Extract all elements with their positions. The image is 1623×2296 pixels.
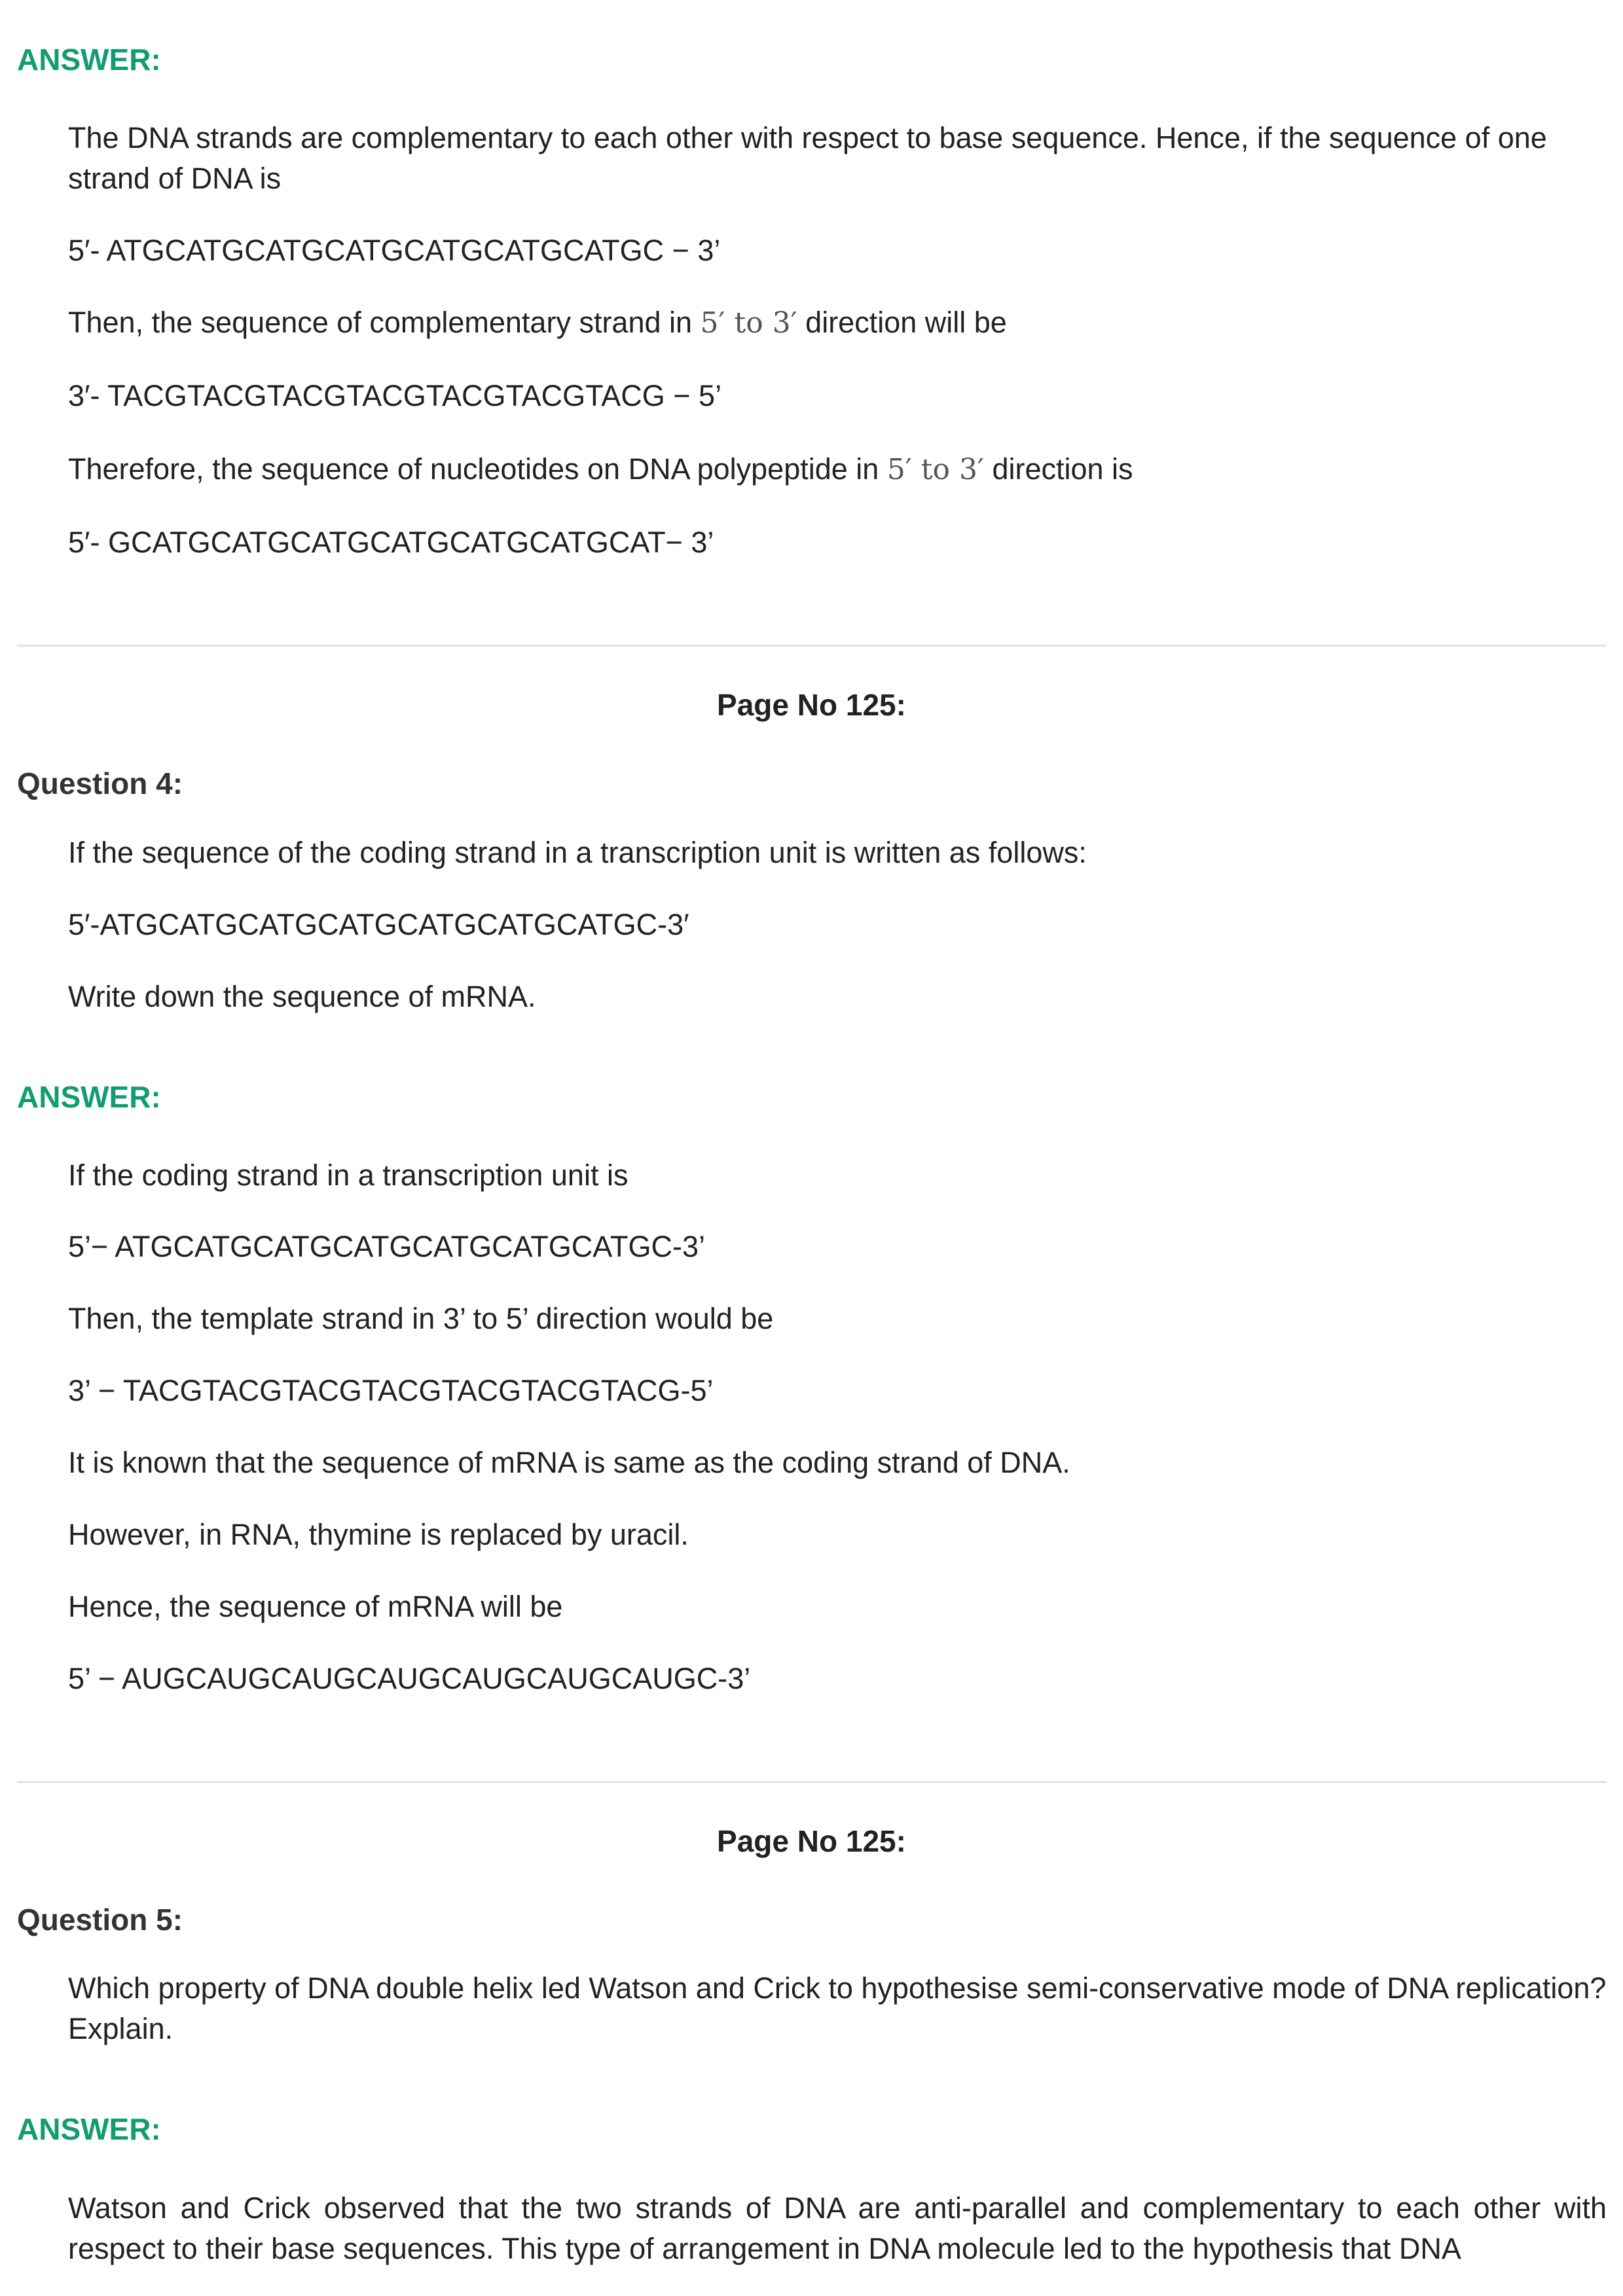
answer-heading: ANSWER: [17, 2112, 161, 2146]
dna-sequence-strand: 5′- ATGCATGCATGCATGCATGCATGCATGC − 3’ [68, 234, 721, 267]
answer-paragraph: If the coding strand in a transcription unit is [68, 1158, 629, 1192]
section-divider [17, 1781, 1607, 1783]
answer-paragraph: It is known that the sequence of mRNA is same as the coding strand of DNA. [68, 1446, 1070, 1479]
mrna-sequence: 5’ − AUGCAUGCAUGCAUGCAUGCAUGCAUGC-3’ [68, 1662, 751, 1695]
question-text: Which property of DNA double helix led Watson and Crick to hypothesise semi-conservative mode of DNA replication? Explain. [68, 1971, 1607, 2045]
answer-paragraph [68, 302, 1607, 344]
question-text: If the sequence of the coding strand in a transcription unit is written as follows: [68, 836, 1087, 869]
text-segment: direction is [983, 452, 1133, 486]
page-number-heading: Page No 125: [717, 688, 906, 722]
dna-sequence-complementary: 3′- TACGTACGTACGTACGTACGTACGTACG − 5’ [68, 379, 722, 412]
question-heading: Question 4: [17, 766, 183, 800]
question-text: Write down the sequence of mRNA. [68, 980, 536, 1013]
answer-heading: ANSWER: [17, 1080, 161, 1114]
answer-paragraph: However, in RNA, thymine is replaced by uracil. [68, 1518, 689, 1551]
page-number-heading: Page No 125: [717, 1824, 906, 1858]
section-divider [17, 645, 1607, 647]
answer-paragraph: Watson and Crick observed that the two strands of DNA are anti-parallel and complementary to each other with respect to their base sequences. This type of arrangement in DNA molecule led to the hypothesis that DNA [68, 2191, 1607, 2265]
text-segment: Then, the sequence of complementary strand in [68, 306, 701, 339]
template-strand-sequence: 3’ − TACGTACGTACGTACGTACGTACGTACG-5’ [68, 1374, 714, 1407]
text-segment: Therefore, the sequence of nucleotides on DNA polypeptide in [68, 452, 887, 486]
coding-strand-sequence: 5’− ATGCATGCATGCATGCATGCATGCATGC-3’ [68, 1230, 705, 1263]
answer-paragraph [68, 449, 1607, 490]
math-expression: 5′ to 3′ [700, 306, 797, 340]
answer-paragraph: Hence, the sequence of mRNA will be [68, 1590, 563, 1623]
answer-paragraph: Then, the template strand in 3’ to 5’ direction would be [68, 1302, 774, 1335]
answer-heading: ANSWER: [17, 43, 161, 77]
coding-strand-sequence: 5′-ATGCATGCATGCATGCATGCATGCATGC-3′ [68, 908, 689, 941]
text-segment: direction will be [797, 306, 1007, 339]
answer-paragraph: The DNA strands are complementary to each other with respect to base sequence. Hence, if the sequence of one strand of DNA is [68, 121, 1547, 195]
dna-sequence-result: 5′- GCATGCATGCATGCATGCATGCATGCAT− 3’ [68, 526, 714, 559]
question-heading: Question 5: [17, 1903, 183, 1937]
math-expression: 5′ to 3′ [886, 453, 984, 486]
